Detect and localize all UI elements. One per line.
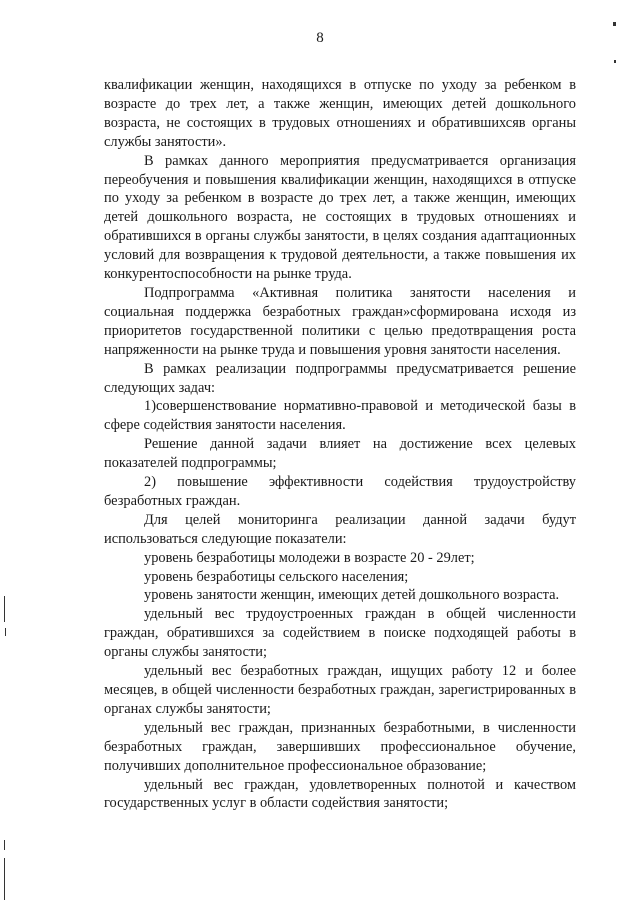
- scan-mark-top-right: [613, 22, 616, 26]
- paragraph-measure-description: В рамках данного мероприятия предусматривается организация переобучения и повышения квалификации женщин, находящихся в отпуске по уходу за ребенком в возрасте до трех лет, а также женщин, имеющих детей дошкольного возраста, не состоящих в трудовых отношениях и обратившихся в органы службы занятости, в целях создания адаптационных условий для возвращения к трудовой деятельности, а также повышения их конкурентоспособности на рынке труда.: [104, 152, 576, 283]
- indicator-employed-share: удельный вес трудоустроенных граждан в общей численности граждан, обратившихся за содействием в поиске подходящей работы в органы службы занятости;: [104, 606, 576, 661]
- page-number: 8: [316, 30, 324, 46]
- scan-margin-line-2: [5, 628, 6, 636]
- scan-margin-line-4: [4, 858, 5, 900]
- paragraph-task-1-effect: Решение данной задачи влияет на достижение всех целевых показателей подпрограммы;: [104, 436, 576, 472]
- indicator-rural-unemployment: уровень безработицы сельского населения;: [144, 568, 409, 585]
- scan-mark-right: [614, 60, 616, 63]
- indicator-youth-unemployment: уровень безработицы молодежи в возрасте 20 - 29лет;: [144, 549, 475, 566]
- paragraph-tasks-intro: В рамках реализации подпрограммы предусматривается решение следующих задач:: [104, 360, 576, 396]
- paragraph-continuation: квалификации женщин, находящихся в отпуске по уходу за ребенком в возрасте до трех лет, а также женщин, имеющих детей дошкольного возраста, не состоящих в трудовых отношениях и обратившихсяв органы службы занятости».: [104, 77, 576, 150]
- indicator-long-term-unemployed: удельный вес безработных граждан, ищущих работу 12 и более месяцев, в общей численности безработных граждан, зарегистрированных в органах службы занятости;: [104, 663, 576, 717]
- scan-margin-line-1: [4, 596, 5, 622]
- paragraph-task-2: 2) повышение эффективности содействия трудоустройству безработных граждан.: [104, 474, 576, 509]
- document-body: [104, 76, 576, 813]
- indicator-women-employment: уровень занятости женщин, имеющих детей дошкольного возраста.: [144, 587, 560, 604]
- indicator-training-completed: удельный вес граждан, признанных безработными, в численности безработных граждан, завершивших профессиональное обучение, получивших дополнительное профессиональное образование;: [104, 719, 576, 774]
- paragraph-task-1: 1)совершенствование нормативно-правовой и методической базы в сфере содействия занятости населения.: [104, 398, 576, 434]
- paragraph-indicators-intro: Для целей мониторинга реализации данной задачи будут использоваться следующие показатели:: [104, 511, 576, 547]
- paragraph-subprogram-intro: Подпрограмма «Активная политика занятости населения и социальная поддержка безработных граждан»сформирована исходя из приоритетов государственной политики с целью предотвращения роста напряженности на рынке труда и повышения уровня занятости населения.: [104, 284, 576, 358]
- scan-margin-line-3: [4, 840, 5, 850]
- indicator-service-satisfaction: удельный вес граждан, удовлетворенных полнотой и качеством государственных услуг в области содействия занятости;: [104, 776, 576, 812]
